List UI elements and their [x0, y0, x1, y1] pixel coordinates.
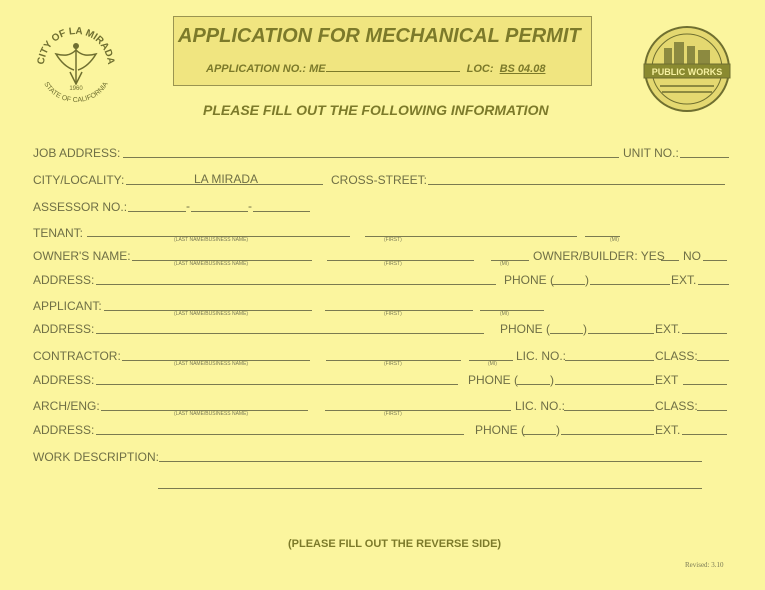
owner-mi-field[interactable]	[491, 260, 529, 261]
contractor-phone-paren: )	[550, 373, 554, 387]
arch-eng-ext-label: EXT.	[655, 423, 681, 437]
contractor-phone-area-field[interactable]	[517, 384, 550, 385]
seal-year: 1960	[69, 86, 83, 92]
tenant-first-sublabel: (FIRST)	[384, 237, 402, 243]
contractor-mi-sublabel: (MI)	[488, 361, 497, 367]
contractor-phone-field[interactable]	[555, 384, 654, 385]
owner-mi-sublabel: (MI)	[500, 261, 509, 267]
arch-eng-lic-no-field[interactable]	[564, 410, 654, 411]
owner-phone-area-field[interactable]	[552, 284, 585, 285]
arch-eng-address-label: ADDRESS:	[33, 423, 95, 437]
owner-address-label: ADDRESS:	[33, 273, 95, 287]
application-number-label: APPLICATION NO.: ME LOC: BS 04.08	[206, 63, 546, 75]
owner-ext-label: EXT.	[671, 273, 697, 287]
arch-eng-phone-paren: )	[556, 423, 560, 437]
applicant-phone-paren: )	[583, 322, 587, 336]
cross-street-label: CROSS-STREET:	[331, 173, 428, 187]
owners-name-label: OWNER'S NAME:	[33, 249, 131, 263]
contractor-lic-no-label: LIC. NO.:	[516, 349, 567, 363]
applicant-phone-area-field[interactable]	[550, 333, 583, 334]
owner-last-sublabel: (LAST NAME/BUSINESS NAME)	[174, 261, 249, 267]
contractor-lic-no-field[interactable]	[565, 360, 654, 361]
application-number-field[interactable]	[326, 71, 460, 72]
arch-eng-ext-field[interactable]	[682, 434, 727, 435]
arch-eng-class-label: CLASS:	[655, 399, 698, 413]
arch-eng-phone-area-field[interactable]	[523, 434, 556, 435]
arch-eng-phone-field[interactable]	[561, 434, 654, 435]
revised-date: Revised: 3.10	[685, 561, 724, 569]
assessor-dash-2: -	[248, 199, 252, 213]
applicant-last-sublabel: (LAST NAME/BUSINESS NAME)	[174, 311, 249, 317]
public-works-logo	[642, 26, 732, 112]
owner-builder-no-label: NO	[683, 249, 701, 263]
work-description-label: WORK DESCRIPTION:	[33, 450, 160, 464]
work-description-field-1[interactable]	[159, 461, 702, 462]
city-locality-value: LA MIRADA	[194, 172, 259, 186]
loc-label: LOC:	[466, 63, 494, 75]
contractor-last-sublabel: (LAST NAME/BUSINESS NAME)	[174, 361, 249, 367]
contractor-label: CONTRACTOR:	[33, 349, 121, 363]
tenant-mi-sublabel: (MI)	[610, 237, 619, 243]
applicant-address-label: ADDRESS:	[33, 322, 95, 336]
instructions-heading: PLEASE FILL OUT THE FOLLOWING INFORMATION	[203, 102, 549, 118]
applicant-mi-sublabel: (MI)	[500, 311, 509, 317]
arch-eng-lic-no-label: LIC. NO.:	[515, 399, 566, 413]
owner-ext-field[interactable]	[698, 284, 729, 285]
arch-eng-last-sublabel: (LAST NAME/BUSINESS NAME)	[174, 411, 249, 417]
applicant-first-sublabel: (FIRST)	[384, 311, 402, 317]
applicant-ext-field[interactable]	[682, 333, 727, 334]
loc-value: BS 04.08	[499, 63, 546, 75]
cross-street-field[interactable]	[428, 184, 725, 185]
owner-address-field[interactable]	[96, 284, 496, 285]
applicant-address-field[interactable]	[96, 333, 484, 334]
applicant-mi-field[interactable]	[480, 310, 544, 311]
contractor-address-field[interactable]	[96, 384, 458, 385]
city-seal-logo	[30, 26, 122, 102]
applicant-phone-label: PHONE (	[500, 322, 551, 336]
contractor-ext-label: EXT	[655, 373, 679, 387]
arch-eng-first-name-field[interactable]	[325, 410, 511, 411]
job-address-field[interactable]	[123, 157, 619, 158]
owner-phone-field[interactable]	[590, 284, 670, 285]
job-address-label: JOB ADDRESS:	[33, 146, 121, 160]
contractor-phone-label: PHONE (	[468, 373, 519, 387]
applicant-label: APPLICANT:	[33, 299, 102, 313]
contractor-class-field[interactable]	[697, 360, 729, 361]
arch-eng-phone-label: PHONE (	[475, 423, 526, 437]
public-works-banner: PUBLIC WORKS	[651, 67, 723, 77]
owner-phone-paren: )	[585, 273, 589, 287]
contractor-first-sublabel: (FIRST)	[384, 361, 402, 367]
arch-eng-address-field[interactable]	[96, 434, 464, 435]
unit-no-label: UNIT NO.:	[623, 146, 679, 160]
assessor-no-part2[interactable]	[191, 211, 248, 212]
tenant-label: TENANT:	[33, 226, 84, 240]
owner-builder-no-field[interactable]	[703, 260, 727, 261]
city-locality-label: CITY/LOCALITY:	[33, 173, 125, 187]
arch-eng-class-field[interactable]	[697, 410, 727, 411]
assessor-no-label: ASSESSOR NO.:	[33, 200, 128, 214]
title-box	[173, 16, 592, 86]
assessor-no-part1[interactable]	[128, 211, 186, 212]
contractor-address-label: ADDRESS:	[33, 373, 95, 387]
arch-eng-label: ARCH/ENG:	[33, 399, 100, 413]
applicant-ext-label: EXT.	[655, 322, 681, 336]
arch-eng-first-sublabel: (FIRST)	[384, 411, 402, 417]
form-title: APPLICATION FOR MECHANICAL PERMIT	[178, 25, 581, 47]
unit-no-field[interactable]	[680, 157, 729, 158]
seal-top-text: CITY OF LA MIRADA	[35, 26, 117, 66]
applicant-phone-field[interactable]	[588, 333, 654, 334]
work-description-field-2[interactable]	[158, 488, 702, 489]
contractor-class-label: CLASS:	[655, 349, 698, 363]
owner-first-sublabel: (FIRST)	[384, 261, 402, 267]
contractor-ext-field[interactable]	[683, 384, 727, 385]
assessor-dash-1: -	[186, 199, 190, 213]
tenant-last-sublabel: (LAST NAME/BUSINESS NAME)	[174, 237, 249, 243]
assessor-no-part3[interactable]	[253, 211, 310, 212]
owner-phone-label: PHONE (	[504, 273, 555, 287]
seal-bottom-text: STATE OF CALIFORNIA	[42, 80, 110, 102]
owner-builder-yes-field[interactable]	[661, 260, 679, 261]
owner-builder-yes-label: OWNER/BUILDER: YES	[533, 249, 665, 263]
reverse-side-note: (PLEASE FILL OUT THE REVERSE SIDE)	[288, 538, 502, 550]
